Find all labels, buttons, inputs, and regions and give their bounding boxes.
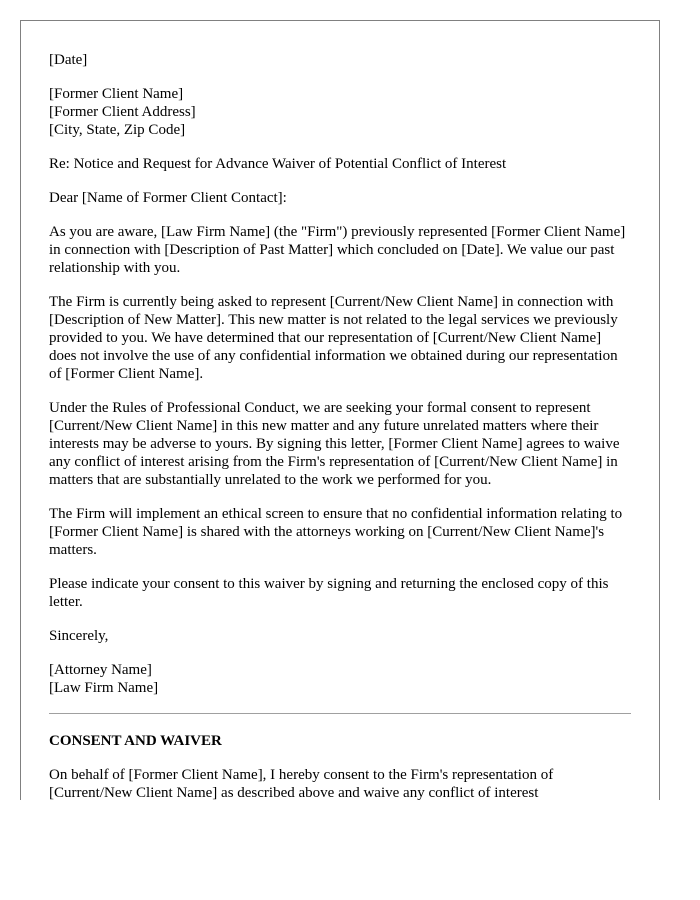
section-divider	[49, 713, 631, 714]
closing: Sincerely,	[49, 628, 109, 644]
subject-line: Re: Notice and Request for Advance Waiver of Potential Conflict of Interest	[49, 156, 507, 172]
letter-content	[21, 21, 659, 800]
salutation: Dear [Name of Former Client Contact]:	[49, 190, 287, 206]
body-paragraph-4: The Firm will implement an ethical screen to ensure that no confidential information relating to [Former Client Name] is shared with the attorneys working on [Current/New Client Name]'s matters.	[49, 506, 623, 558]
document-page	[20, 20, 660, 800]
address-line-street: [Former Client Address]	[49, 104, 196, 120]
letter-date: [Date]	[49, 52, 88, 68]
signature-firm-name: [Law Firm Name]	[49, 680, 159, 696]
signature-block	[49, 661, 631, 697]
body-paragraph-1: As you are aware, [Law Firm Name] (the "Firm") previously represented [Former Client Name] in connection with [Description of Past Matter] which concluded on [Date]. We value our past relationship with you.	[49, 224, 626, 276]
address-line-name: [Former Client Name]	[49, 86, 184, 102]
address-line-city: [City, State, Zip Code]	[49, 122, 186, 138]
body-paragraph-2: The Firm is currently being asked to represent [Current/New Client Name] in connection with [Description of New Matter]. This new matter is not related to the legal services we previously provided to you. We have determined that our representation of [Current/New Client Name] does not involve the use of any confidential information we obtained during our representation of [Former Client Name].	[49, 294, 618, 382]
consent-heading: CONSENT AND WAIVER	[49, 733, 222, 749]
consent-text: On behalf of [Former Client Name], I hereby consent to the Firm's representation of [Current/New Client Name] as described above and waive any conflict of interest	[49, 767, 554, 800]
body-paragraph-3: Under the Rules of Professional Conduct, we are seeking your formal consent to represent [Current/New Client Name] in this new matter and any future unrelated matters where their interests may be adverse to yours. By signing this letter, [Former Client Name] agrees to waive any conflict of interest arising from the Firm's representation of [Current/New Client Name] in matters that are substantially unrelated to the work we performed for you.	[49, 400, 620, 488]
body-paragraph-5: Please indicate your consent to this waiver by signing and returning the enclosed copy of this letter.	[49, 576, 609, 610]
signature-attorney-name: [Attorney Name]	[49, 662, 152, 678]
recipient-address	[49, 85, 631, 139]
